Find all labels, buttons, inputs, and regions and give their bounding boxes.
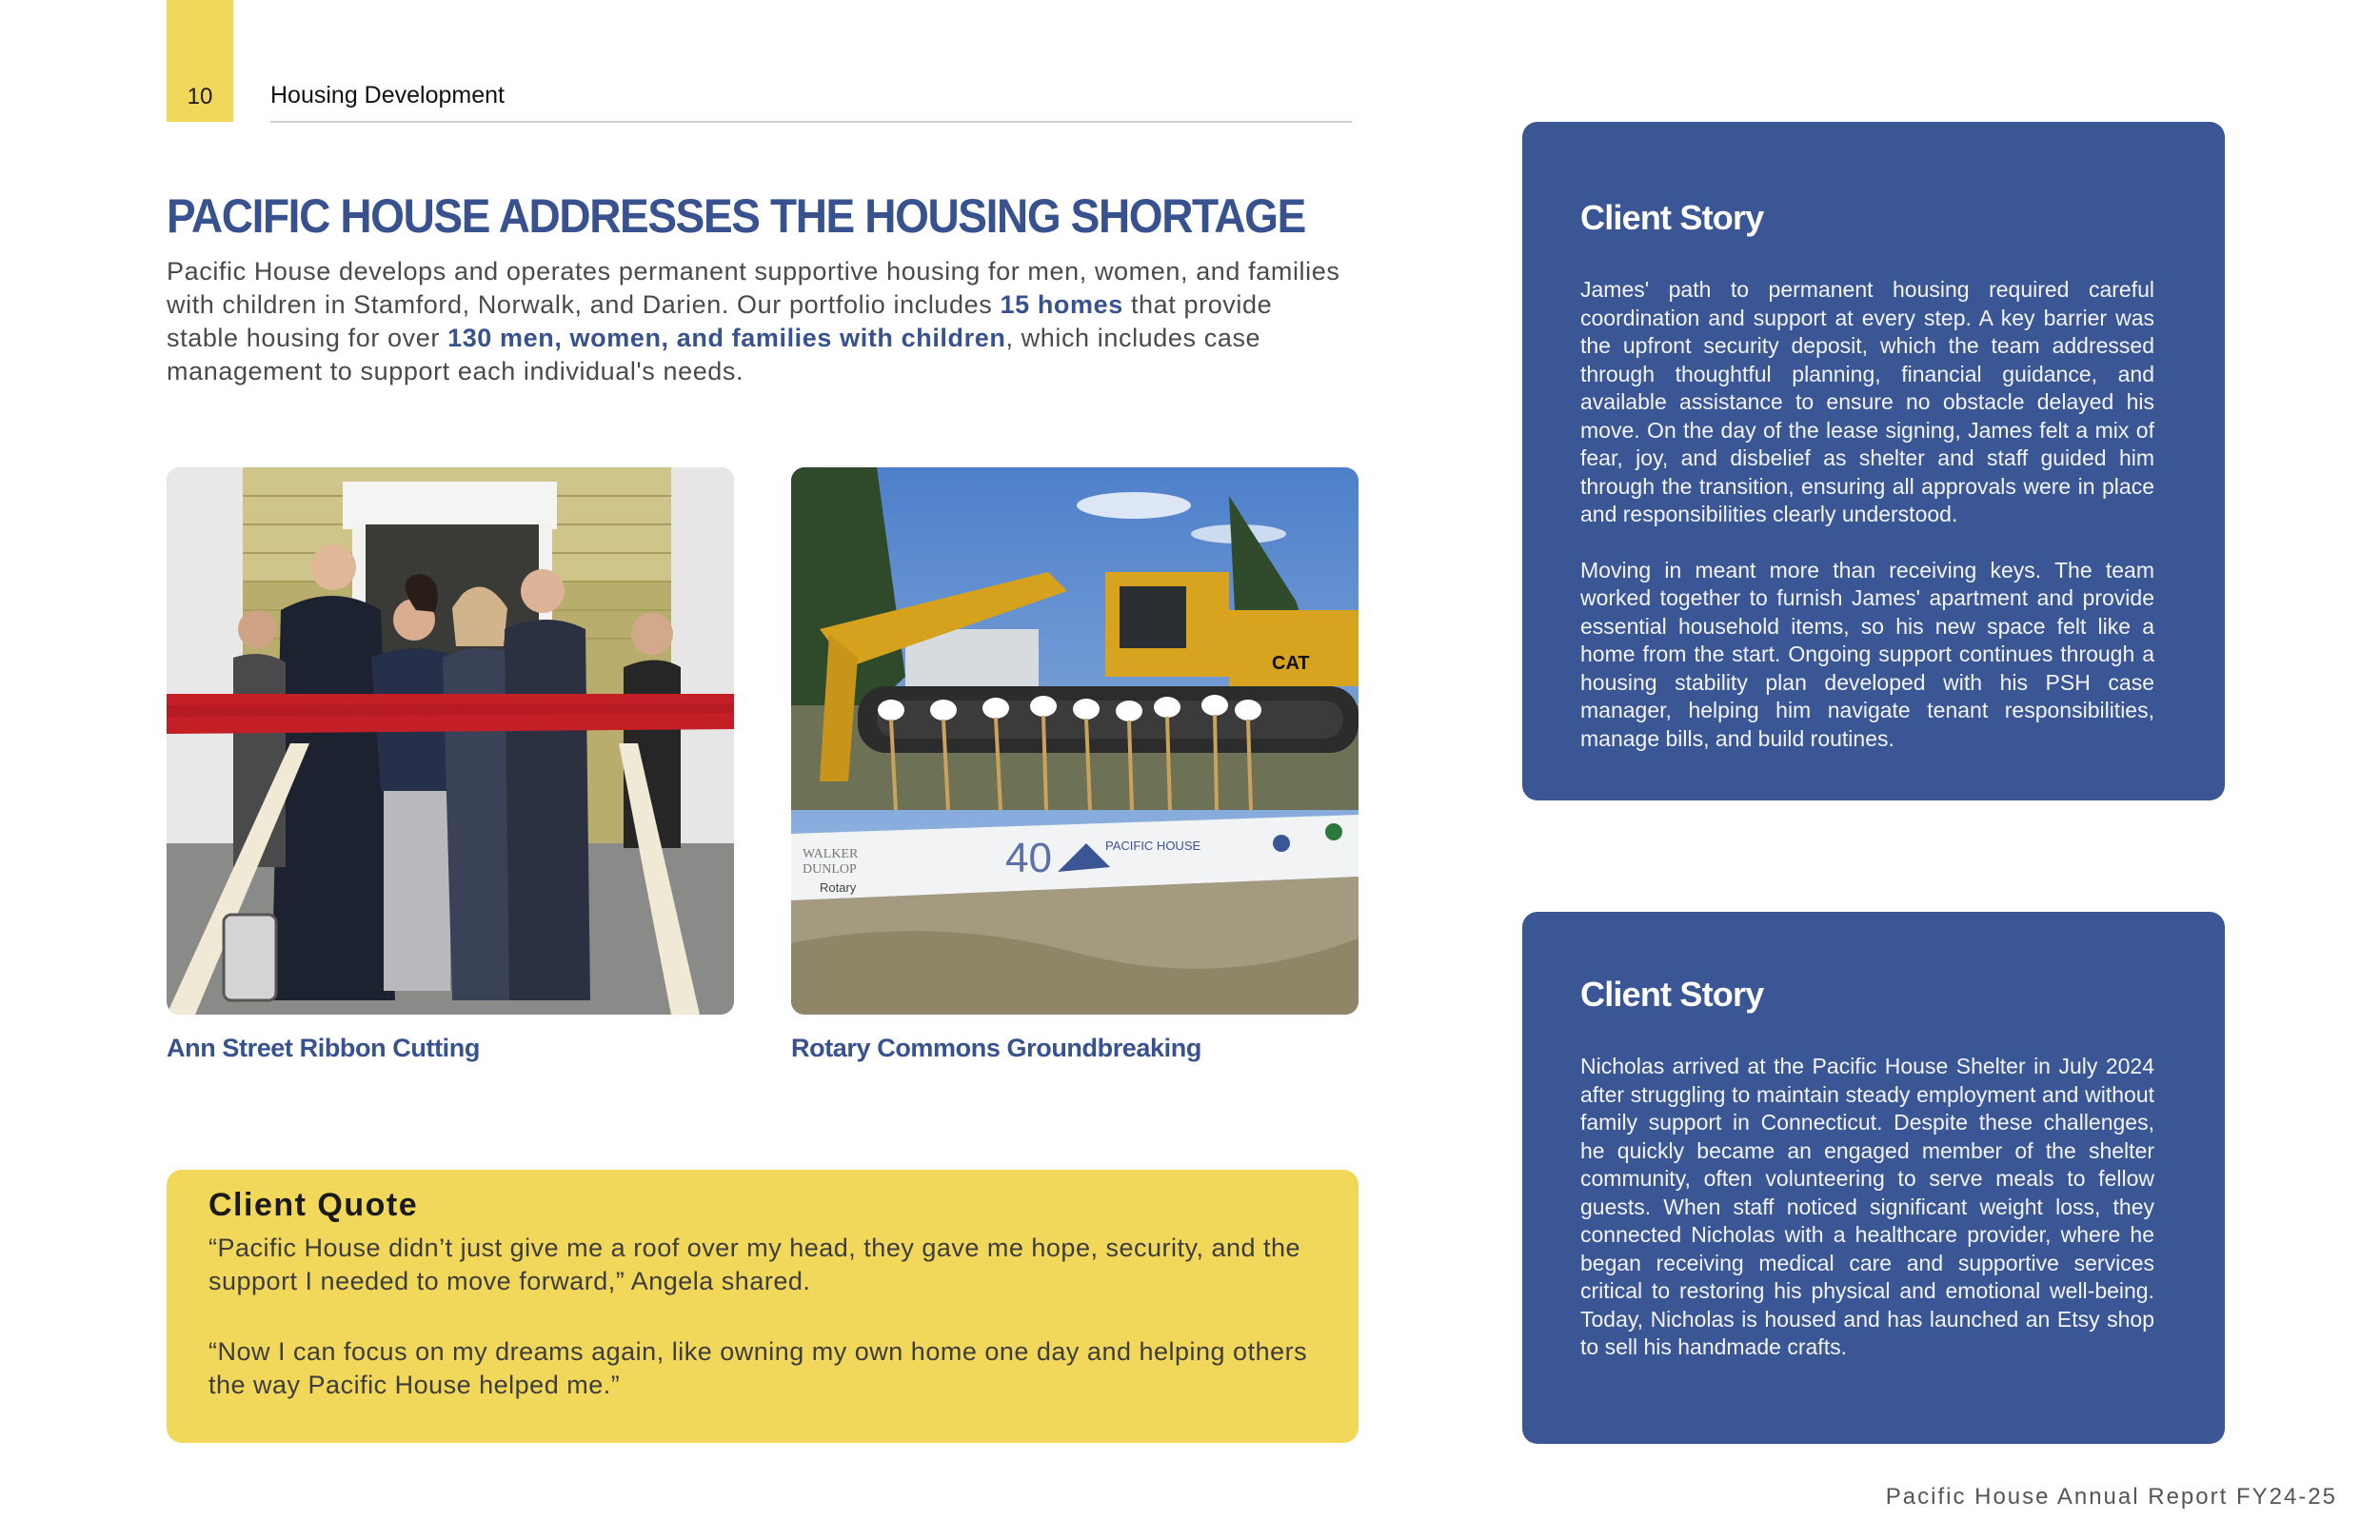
banner-40: 40 bbox=[1005, 835, 1052, 881]
client-story-paragraph: Nicholas arrived at the Pacific House Shelter in July 2024 after struggling to maintain steady employment and without family support in Connecticut. Despite these challenges, he quickly became an engaged member of the shelter community, often volunteering to serve meals to fellow guests. When staff noticed significant weight loss, they connected Nicholas with a healthcare provider, where he began receiving medical care and supportive services critical to restoring his physical and emotional well-being. Today, Nicholas is housed and has launched an Etsy shop to sell his handmade crafts. bbox=[1580, 1054, 2154, 1359]
client-story-box-james bbox=[1522, 122, 2225, 800]
banner-pacific-house: PACIFIC HOUSE bbox=[1105, 839, 1201, 853]
intro-text-2: that provide stable housing for over bbox=[167, 290, 1273, 352]
intro-highlight-homes: 15 homes bbox=[1000, 290, 1123, 319]
client-quote-box bbox=[167, 1170, 1359, 1443]
ribbon-cutting-photo bbox=[167, 467, 734, 1015]
intro-highlight-people: 130 men, women, and families with children bbox=[447, 324, 1006, 352]
client-story-title: Client Story bbox=[1580, 975, 1764, 1014]
client-story-title: Client Story bbox=[1580, 198, 1764, 237]
intro-text-1: Pacific House develops and operates permanent supportive housing for men, women, and families with children in Stamford, Norwalk, and Darien. Our portfolio includes bbox=[167, 257, 1340, 319]
page-number-tab bbox=[167, 0, 233, 122]
intro-text-3: , which includes case management to support each individual's needs. bbox=[167, 324, 1261, 385]
client-story-paragraph: Moving in meant more than receiving keys. The team worked together to furnish James' apartment and provide essential household items, so his new space felt like a home from the start. Ongoing support continues through a housing stability plan developed with his PSH case manager, helping him navigate tenant responsibilities, manage bills, and build routines. bbox=[1580, 557, 2154, 751]
cat-logo: CAT bbox=[1272, 653, 1310, 674]
groundbreaking-photo bbox=[791, 467, 1359, 1015]
photo-caption-groundbreaking: Rotary Commons Groundbreaking bbox=[791, 1034, 1201, 1062]
header-divider bbox=[270, 121, 1352, 123]
client-story-box-nicholas bbox=[1522, 912, 2225, 1444]
client-story-paragraph: James' path to permanent housing required careful coordination and support at every step. A key barrier was the upfront security deposit, which the team addressed through thoughtful planning, financial guidance, and available assistance to ensure no obstacle delayed his move. On the day of the lease signing, James felt a mix of fear, joy, and disbelief as shelter and staff guided him through the transition, ensuring all approvals were in place and responsibilities clearly understood. bbox=[1580, 277, 2154, 526]
page-number: 10 bbox=[187, 84, 213, 109]
client-quote-paragraph: “Pacific House didn’t just give me a roof over my head, they gave me hope, security, and the support I needed to move forward,” Angela shared. bbox=[208, 1234, 1301, 1295]
banner-walker: WALKER bbox=[803, 847, 859, 861]
report-footer: Pacific House Annual Report FY24-25 bbox=[1885, 1484, 2337, 1510]
page-title: PACIFIC HOUSE ADDRESSES THE HOUSING SHORTAGE bbox=[167, 189, 1305, 243]
banner-rotary: Rotary bbox=[820, 880, 857, 895]
photo-caption-ribbon-cutting: Ann Street Ribbon Cutting bbox=[167, 1034, 480, 1062]
intro-paragraph bbox=[167, 255, 1347, 388]
client-quote-title: Client Quote bbox=[208, 1187, 419, 1223]
banner-dunlop: DUNLOP bbox=[803, 862, 857, 877]
client-quote-paragraph: “Now I can focus on my dreams again, like owning my own home one day and helping others the way Pacific House helped me.” bbox=[208, 1337, 1308, 1399]
section-title: Housing Development bbox=[270, 82, 505, 109]
